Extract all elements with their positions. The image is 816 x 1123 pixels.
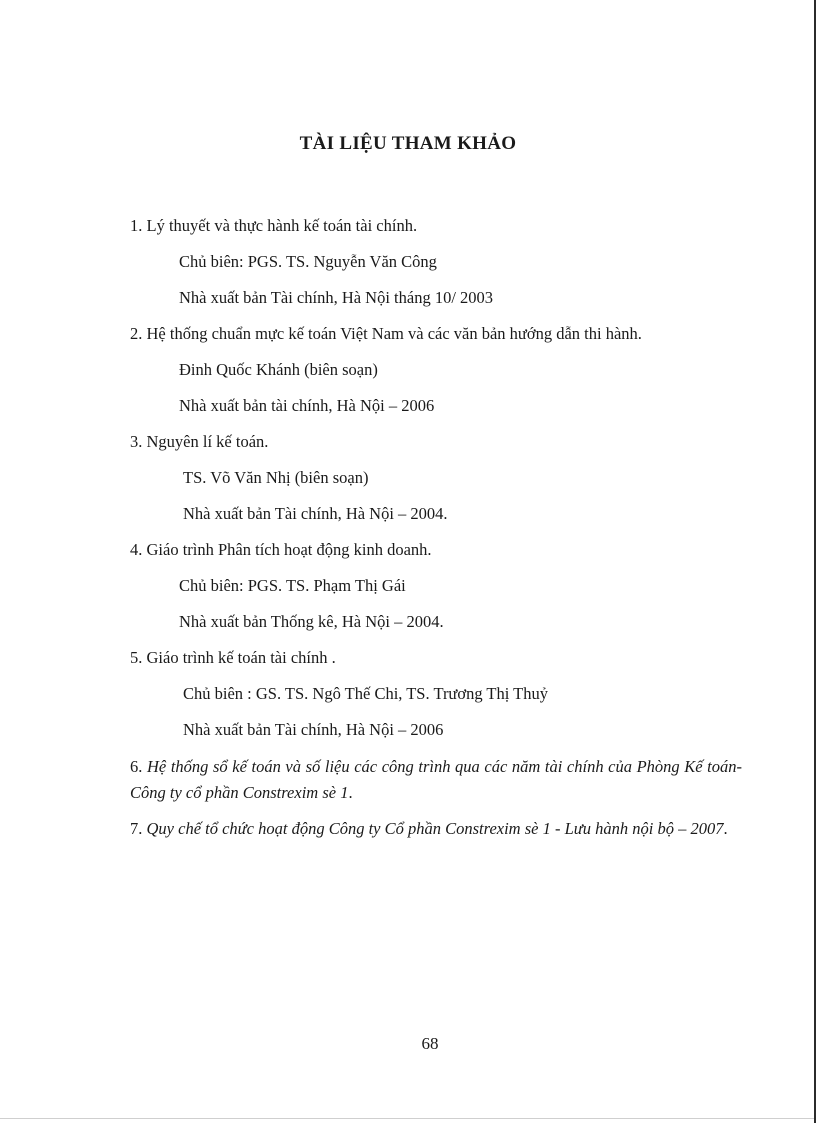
reference-4-publisher: Nhà xuất bản Thống kê, Hà Nội – 2004. [179, 612, 444, 631]
reference-text: Hệ thống sổ kế toán và số liệu các công trình qua các năm tài chính của Phòng Kế toán- Công ty cổ phần Constrexim sè 1 [130, 757, 743, 802]
reference-number: 6. [130, 757, 143, 776]
reference-number: 1. [130, 216, 143, 235]
reference-6 [130, 754, 742, 806]
reference-list [130, 214, 742, 852]
reference-title: Giáo trình Phân tích hoạt động kinh doanh. [146, 540, 432, 559]
reference-title: Giáo trình kế toán tài chính . [146, 648, 336, 667]
reference-number: 7. [130, 819, 143, 838]
reference-7 [130, 816, 742, 842]
reference-1-heading [130, 214, 742, 238]
reference-3-heading [130, 430, 742, 454]
reference-1-publisher: Nhà xuất bản Tài chính, Hà Nội tháng 10/ 2003 [179, 288, 494, 307]
reference-5-heading [130, 646, 742, 670]
reference-number: 2. [130, 324, 143, 343]
reference-4-editor: Chủ biên: PGS. TS. Phạm Thị Gái [179, 576, 406, 595]
reference-text: Quy chế tổ chức hoạt động Công ty Cổ phần Constrexim sè 1 - Lưu hành nội bộ – 2007 [146, 819, 724, 838]
reference-2-editor: Đinh Quốc Khánh (biên soạn) [179, 360, 378, 379]
reference-title: Nguyên lí kế toán. [146, 432, 269, 451]
page-number: 68 [421, 1034, 439, 1053]
reference-1-editor: Chủ biên: PGS. TS. Nguyễn Văn Công [179, 252, 437, 271]
reference-number: 3. [130, 432, 143, 451]
reference-title: Lý thuyết và thực hành kế toán tài chính. [146, 216, 418, 235]
reference-2-publisher: Nhà xuất bản tài chính, Hà Nội – 2006 [179, 396, 435, 415]
reference-2-heading [130, 322, 742, 346]
reference-5-publisher: Nhà xuất bản Tài chính, Hà Nội – 2006 [183, 720, 444, 739]
reference-3-publisher: Nhà xuất bản Tài chính, Hà Nội – 2004. [183, 504, 448, 523]
reference-title: Hệ thống chuẩn mực kế toán Việt Nam và các văn bản hướng dẫn thi hành. [146, 324, 642, 343]
reference-end-mark: . [348, 783, 353, 802]
page-bottom-rule [0, 1118, 814, 1119]
reference-number: 4. [130, 540, 143, 559]
reference-5-editor: Chủ biên : GS. TS. Ngô Thế Chi, TS. Trương Thị Thuỷ [183, 684, 548, 703]
reference-number: 5. [130, 648, 143, 667]
reference-3-editor: TS. Võ Văn Nhị (biên soạn) [183, 468, 369, 487]
page-title: TÀI LIỆU THAM KHẢO [299, 133, 517, 154]
reference-end-mark: . [723, 819, 728, 838]
reference-4-heading [130, 538, 742, 562]
